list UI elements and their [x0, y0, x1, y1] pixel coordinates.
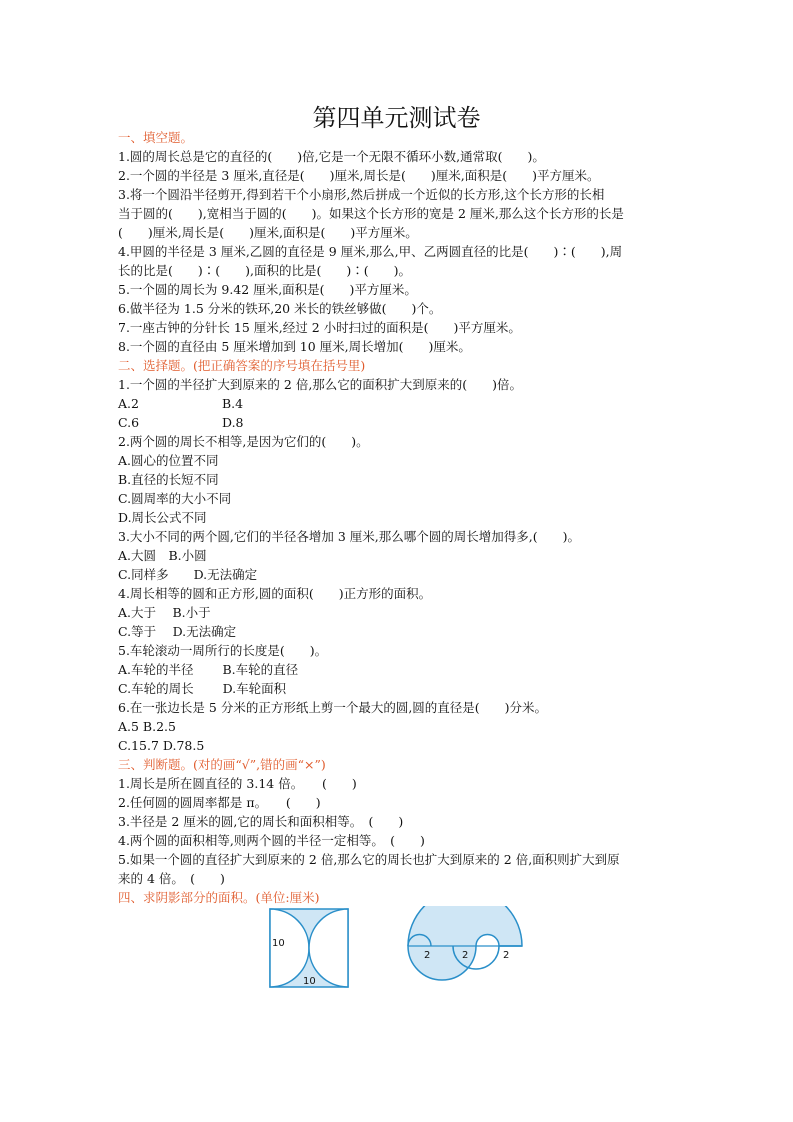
choice-q6: 6.在一张边长是 5 分米的正方形纸上剪一个最大的圆,圆的直径是( )分米。	[118, 700, 548, 715]
judge-q5-line1: 5.如果一个圆的直径扩大到原来的 2 倍,那么它的周长也扩大到原来的 2 倍,面积则扩大到原	[118, 852, 620, 867]
choice-q5-options-ab: A.车轮的半径 B.车轮的直径	[118, 662, 299, 677]
option-a: A.2	[118, 396, 139, 411]
fill-q7: 7.一座古钟的分针长 15 厘米,经过 2 小时扫过的面积是( )平方厘米。	[118, 320, 521, 335]
fill-q2: 2.一个圆的半径是 3 厘米,直径是( )厘米,周长是( )厘米,面积是( )平方厘米。	[118, 168, 600, 183]
choice-q6-options-cd: C.15.7 D.78.5	[118, 738, 205, 753]
judge-q1: 1.周长是所在圆直径的 3.14 倍。 ( )	[118, 776, 357, 791]
section-shaded-area-heading: 四、求阴影部分的面积。(单位:厘米)	[118, 890, 320, 905]
choice-q5: 5.车轮滚动一周所行的长度是( )。	[118, 643, 328, 658]
fill-q8: 8.一个圆的直径由 5 厘米增加到 10 厘米,周长增加( )厘米。	[118, 339, 471, 354]
choice-q1-options-ab	[118, 394, 678, 413]
judge-q4: 4.两个圆的面积相等,则两个圆的半径一定相等。 ( )	[118, 833, 425, 848]
choice-q3: 3.大小不同的两个圆,它们的半径各增加 3 厘米,那么哪个圆的周长增加得多,( )。	[118, 529, 581, 544]
choice-q6-options-ab: A.5 B.2.5	[118, 719, 176, 734]
fill-q3-line2: 当于圆的( ),宽相当于圆的( )。如果这个长方形的宽是 2 厘米,那么这个长方形的长是	[118, 206, 624, 221]
choice-q2-option-a: A.圆心的位置不同	[118, 453, 219, 468]
shaded-figures	[0, 906, 793, 996]
judge-q2: 2.任何圆的圆周率都是 π。 ( )	[118, 795, 321, 810]
choice-q1: 1.一个圆的半径扩大到原来的 2 倍,那么它的面积扩大到原来的( )倍。	[118, 377, 523, 392]
choice-q4: 4.周长相等的圆和正方形,圆的面积( )正方形的面积。	[118, 586, 432, 601]
section-fill-blank-heading: 一、填空题。	[118, 130, 194, 145]
section-judge-heading: 三、判断题。(对的画“√”,错的画“×”)	[118, 757, 326, 772]
figure2-label-3: 2	[503, 950, 510, 961]
choice-q3-options-ab: A.大圆 B.小圆	[118, 548, 207, 563]
fill-q3-line3: ( )厘米,周长是( )厘米,面积是( )平方厘米。	[118, 225, 418, 240]
figure2-label-2: 2	[462, 950, 469, 961]
judge-q3: 3.半径是 2 厘米的圆,它的周长和面积相等。 ( )	[118, 814, 404, 829]
figure-square-quarter-circles	[270, 909, 348, 987]
fill-q5: 5.一个圆的周长为 9.42 厘米,面积是( )平方厘米。	[118, 282, 417, 297]
choice-q3-options-cd: C.同样多 D.无法确定	[118, 567, 258, 582]
choice-q4-options-ab: A.大于 B.小于	[118, 605, 211, 620]
fill-q4-line1: 4.甲圆的半径是 3 厘米,乙圆的直径是 9 厘米,那么,甲、乙两圆直径的比是( )∶( ),周	[118, 244, 623, 259]
s-shape-shaded	[408, 906, 522, 980]
section-choice-heading: 二、选择题。(把正确答案的序号填在括号里)	[118, 358, 366, 373]
fill-q6: 6.做半径为 1.5 分米的铁环,20 米长的铁丝够做( )个。	[118, 301, 442, 316]
figure1-side-label: 10	[272, 938, 285, 949]
figure2-label-1: 2	[424, 950, 431, 961]
exam-content	[118, 128, 678, 907]
fill-q3-line1: 3.将一个圆沿半径剪开,得到若干个小扇形,然后拼成一个近似的长方形,这个长方形的长相	[118, 187, 605, 202]
figures-area	[0, 906, 793, 996]
fill-q1: 1.圆的周长总是它的直径的( )倍,它是一个无限不循环小数,通常取( )。	[118, 149, 545, 164]
choice-q2-option-c: C.圆周率的大小不同	[118, 491, 232, 506]
choice-q1-options-cd	[118, 413, 678, 432]
fill-q4-line2: 长的比是( )∶( ),面积的比是( )∶( )。	[118, 263, 411, 278]
option-d: D.8	[222, 415, 244, 430]
choice-q2-option-d: D.周长公式不同	[118, 510, 207, 525]
page-title: 第四单元测试卷	[312, 104, 481, 132]
choice-q5-options-cd: C.车轮的周长 D.车轮面积	[118, 681, 287, 696]
choice-q4-options-cd: C.等于 D.无法确定	[118, 624, 237, 639]
choice-q2-option-b: B.直径的长短不同	[118, 472, 219, 487]
figure-s-shape	[408, 906, 522, 980]
choice-q2: 2.两个圆的周长不相等,是因为它们的( )。	[118, 434, 369, 449]
figure1-bottom-label: 10	[303, 976, 316, 987]
option-c: C.6	[118, 415, 140, 430]
option-b: B.4	[222, 396, 244, 411]
judge-q5-line2: 来的 4 倍。 ( )	[118, 871, 225, 886]
